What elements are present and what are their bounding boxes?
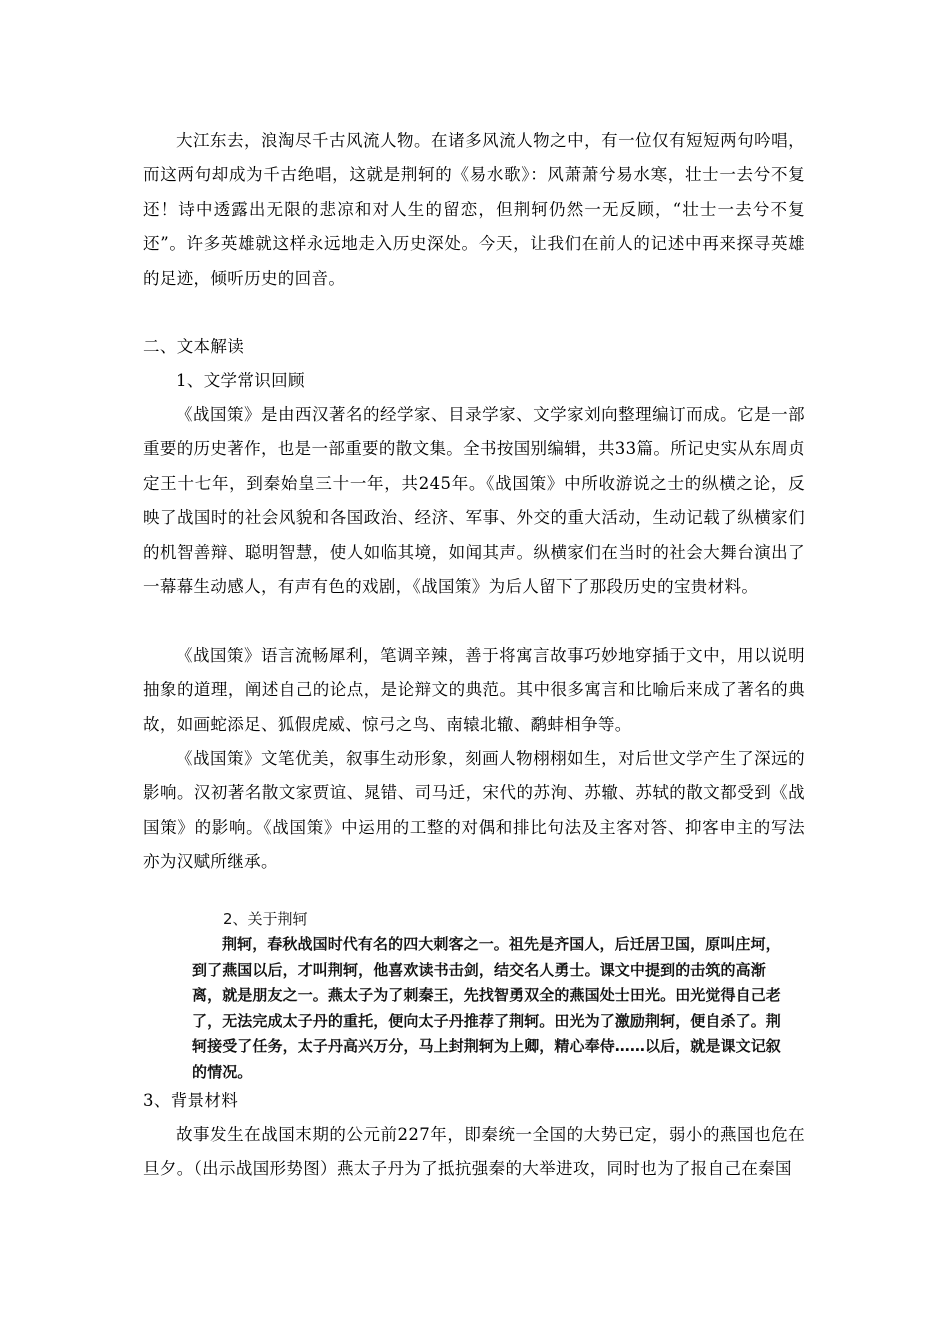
jing-ke-description: 荆轲，春秋战国时代有名的四大刺客之一。祖先是齐国人，后迁居卫国，原叫庄坷，到了燕国以后，才叫荆轲，他喜欢读书击剑，结交名人勇士。课文中提到的击筑的高渐离，就是朋友之一。燕太子为了刺秦王，先找智勇双全的燕国处士田光。田光觉得自己老了，无法完成太子丹的重托，便向太子丹推荐了荆轲。田光为了激励荆轲，便自杀了。荆轲接受了任务，太子丹高兴万分，马上封荆轲为上卿，精心奉侍……以后，就是课文记叙的情况。 bbox=[192, 935, 781, 1081]
paragraph-zhanguoce-language: 《战国策》语言流畅犀利，笔调辛辣，善于将寓言故事巧妙地穿插于文中，用以说明抽象的道理，阐述自己的论点，是论辩文的典范。其中很多寓言和比喻后来成了著名的典故，如画蛇添足、狐假虎威、惊弓之鸟、南辕北辙、鹬蚌相争等。 bbox=[143, 646, 805, 734]
section-heading-text-reading: 二、文本解读 bbox=[143, 337, 245, 356]
subheading-literary-knowledge: 1、文学常识回顾 bbox=[176, 371, 305, 390]
jing-ke-image-block bbox=[192, 908, 786, 1081]
paragraph-background: 故事发生在战国末期的公元前227年，即秦统一全国的大势已定，弱小的燕国也危在旦夕。（出示战国形势图）燕太子丹为了抵抗强秦的大举进攻，同时也为了报自己在秦国 bbox=[143, 1125, 805, 1179]
paragraph-zhanguoce-influence: 《战国策》文笔优美，叙事生动形象，刻画人物栩栩如生，对后世文学产生了深远的影响。汉初著名散文家贾谊、晁错、司马迁，宋代的苏洵、苏辙、苏轼的散文都受到《战国策》的影响。《战国策》中运用的工整的对偶和排比句法及主客对答、抑客申主的写法亦为汉赋所继承。 bbox=[143, 749, 805, 872]
subheading-background-material: 3、背景材料 bbox=[143, 1091, 239, 1110]
paragraph-zhanguoce-origin: 《战国策》是由西汉著名的经学家、目录学家、文学家刘向整理编订而成。它是一部重要的历史著作，也是一部重要的散文集。全书按国别编辑，共33篇。所记史实从东周贞定王十七年，到秦始皇三十一年，共245年。《战国策》中所收游说之士的纵横之论，反映了战国时的社会风貌和各国政治、经济、军事、外交的重大活动，生动记载了纵横家们的机智善辩、聪明智慧，使人如临其境，如闻其声。纵横家们在当时的社会大舞台演出了一幕幕生动感人，有声有色的戏剧，《战国策》为后人留下了那段历史的宝贵材料。 bbox=[143, 405, 805, 597]
intro-paragraph: 大江东去，浪淘尽千古风流人物。在诸多风流人物之中，有一位仅有短短两句吟唱，而这两句却成为千古绝唱，这就是荆轲的《易水歌》：风萧萧兮易水寒，壮士一去兮不复还！诗中透露出无限的悲凉和对人生的留恋，但荆轲仍然一无反顾，“壮士一去兮不复还”。许多英雄就这样永远地走入历史深处。今天，让我们在前人的记述中再来探寻英雄的足迹，倾听历史的回音。 bbox=[143, 131, 805, 288]
subheading-about-jing-ke: 2、关于荆轲 bbox=[223, 910, 308, 928]
